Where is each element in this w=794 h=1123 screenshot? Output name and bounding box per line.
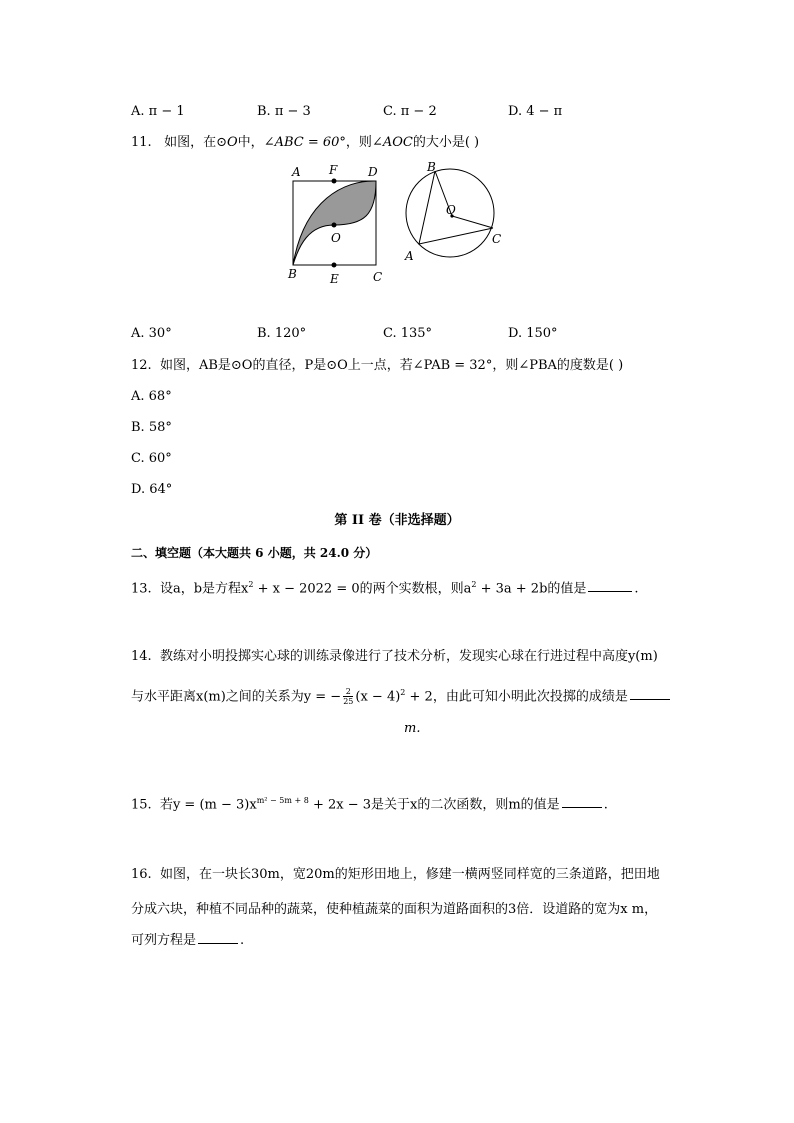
q15-exponent: m² − 5m + 8 bbox=[256, 796, 309, 805]
q15-text-b: + 2x − 3是关于x的二次函数，则m的值是 bbox=[308, 797, 560, 813]
q16-line3: 可列方程是 bbox=[131, 933, 197, 948]
q15-text-a: 若y = (m − 3)x bbox=[159, 797, 257, 813]
q11-option-a: A. 30° bbox=[131, 326, 172, 341]
q13-end: . bbox=[634, 581, 639, 597]
central-angle bbox=[435, 171, 493, 228]
question-11 bbox=[131, 134, 479, 152]
question-16-line-2: 分成六块，种植不同品种的蔬菜，使种植蔬菜的面积为道路面积的3倍．设道路的宽为x m， bbox=[131, 902, 658, 917]
q13-text-b: + x − 2022 = 0的两个实数根，则a bbox=[253, 581, 472, 597]
q11-circle: ⊙O bbox=[216, 135, 238, 150]
label-e: E bbox=[330, 272, 339, 286]
label-o: O bbox=[331, 231, 341, 245]
q16-line1: 如图，在一块长30m，宽20m的矩形田地上，修建一横两竖同样宽的三条道路，把田地 bbox=[159, 867, 660, 882]
q11-angle-aoc: ∠AOC bbox=[371, 135, 413, 150]
label-o2: O bbox=[446, 203, 456, 217]
q14-line2-c: + 2，由此可知小明此次投掷的成绩是 bbox=[405, 689, 628, 705]
q11-number: 11. bbox=[131, 135, 152, 150]
q15-end: . bbox=[603, 797, 608, 813]
q16-number: 16. bbox=[131, 867, 152, 882]
q13-answer-blank[interactable] bbox=[588, 579, 632, 592]
label-f: F bbox=[329, 163, 338, 177]
q12-option-d: D. 64° bbox=[131, 482, 173, 497]
q15-number: 15. bbox=[131, 797, 152, 813]
q11-text-a: 如图，在 bbox=[164, 135, 217, 150]
q14-fraction bbox=[343, 687, 353, 706]
q14-answer-blank[interactable] bbox=[630, 687, 670, 700]
q13-text-c: + 3a + 2b的值是 bbox=[476, 581, 587, 597]
label-a: A bbox=[292, 165, 301, 179]
label-c: C bbox=[373, 270, 383, 284]
question-16-line-1 bbox=[131, 866, 660, 884]
q15-answer-blank[interactable] bbox=[562, 795, 602, 808]
q10-option-d: D. 4 − π bbox=[508, 104, 563, 119]
q11-text-c: ，则 bbox=[345, 135, 372, 150]
point-e bbox=[332, 263, 337, 268]
q11-option-d: D. 150° bbox=[508, 326, 558, 341]
q14-line2-b: (x − 4) bbox=[355, 689, 401, 705]
label-a2: A bbox=[405, 249, 414, 263]
q11-text-b: 中， bbox=[237, 135, 264, 150]
q10-option-a: A. π − 1 bbox=[131, 104, 185, 119]
square-figure bbox=[284, 160, 394, 288]
q11-option-b: B. 120° bbox=[257, 326, 307, 341]
question-15 bbox=[131, 792, 608, 814]
q13-text-a: 设a，b是方程x bbox=[159, 581, 249, 597]
section-title: 第 II 卷（非选择题） bbox=[334, 513, 460, 528]
q14-frac-den: 25 bbox=[343, 697, 354, 707]
question-14-line-2 bbox=[131, 684, 672, 706]
q12-number: 12. bbox=[131, 358, 152, 373]
q10-option-c: C. π − 2 bbox=[383, 104, 437, 119]
inscribed-angle bbox=[419, 171, 493, 244]
q13-sup-1: 2 bbox=[248, 580, 254, 589]
question-14-line-1 bbox=[131, 648, 658, 666]
question-16-line-3 bbox=[131, 931, 244, 950]
q10-option-b: B. π − 3 bbox=[257, 104, 311, 119]
question-13 bbox=[131, 576, 639, 598]
q12-option-c: C. 60° bbox=[131, 451, 172, 466]
label-b: B bbox=[288, 267, 297, 281]
point-f bbox=[332, 179, 337, 184]
q14-line2-a: 与水平距离x(m)之间的关系为y = − bbox=[131, 689, 342, 705]
q11-option-c: C. 135° bbox=[383, 326, 433, 341]
point-o bbox=[332, 223, 337, 228]
q16-end: . bbox=[240, 933, 245, 948]
label-d: D bbox=[368, 165, 378, 179]
circle-figure bbox=[400, 156, 510, 266]
q12-option-b: B. 58° bbox=[131, 420, 172, 435]
section-heading: 二、填空题（本大题共 6 小题，共 24.0 分） bbox=[131, 546, 378, 560]
q14-line1: 教练对小明投掷实心球的训练录像进行了技术分析，发现实心球在行进过程中高度y(m) bbox=[159, 649, 658, 664]
q16-answer-blank[interactable] bbox=[198, 931, 238, 944]
q14-sup: 2 bbox=[400, 688, 406, 697]
question-12 bbox=[131, 357, 623, 375]
q13-number: 13. bbox=[131, 581, 152, 597]
q13-sup-2: 2 bbox=[471, 580, 477, 589]
label-b2: B bbox=[427, 160, 436, 174]
q14-frac-num: 2 bbox=[343, 687, 353, 697]
q14-number: 14. bbox=[131, 649, 152, 664]
q12-text: 如图，AB是⊙O的直径，P是⊙O上一点，若∠PAB = 32°，则∠PBA的度数是( ) bbox=[159, 358, 624, 373]
q14-unit: m. bbox=[404, 721, 421, 736]
label-c2: C bbox=[492, 232, 502, 246]
q12-option-a: A. 68° bbox=[131, 389, 172, 404]
q11-angle-abc: ∠ABC = 60° bbox=[263, 135, 346, 150]
q11-text-d: 的大小是( ) bbox=[412, 135, 480, 150]
